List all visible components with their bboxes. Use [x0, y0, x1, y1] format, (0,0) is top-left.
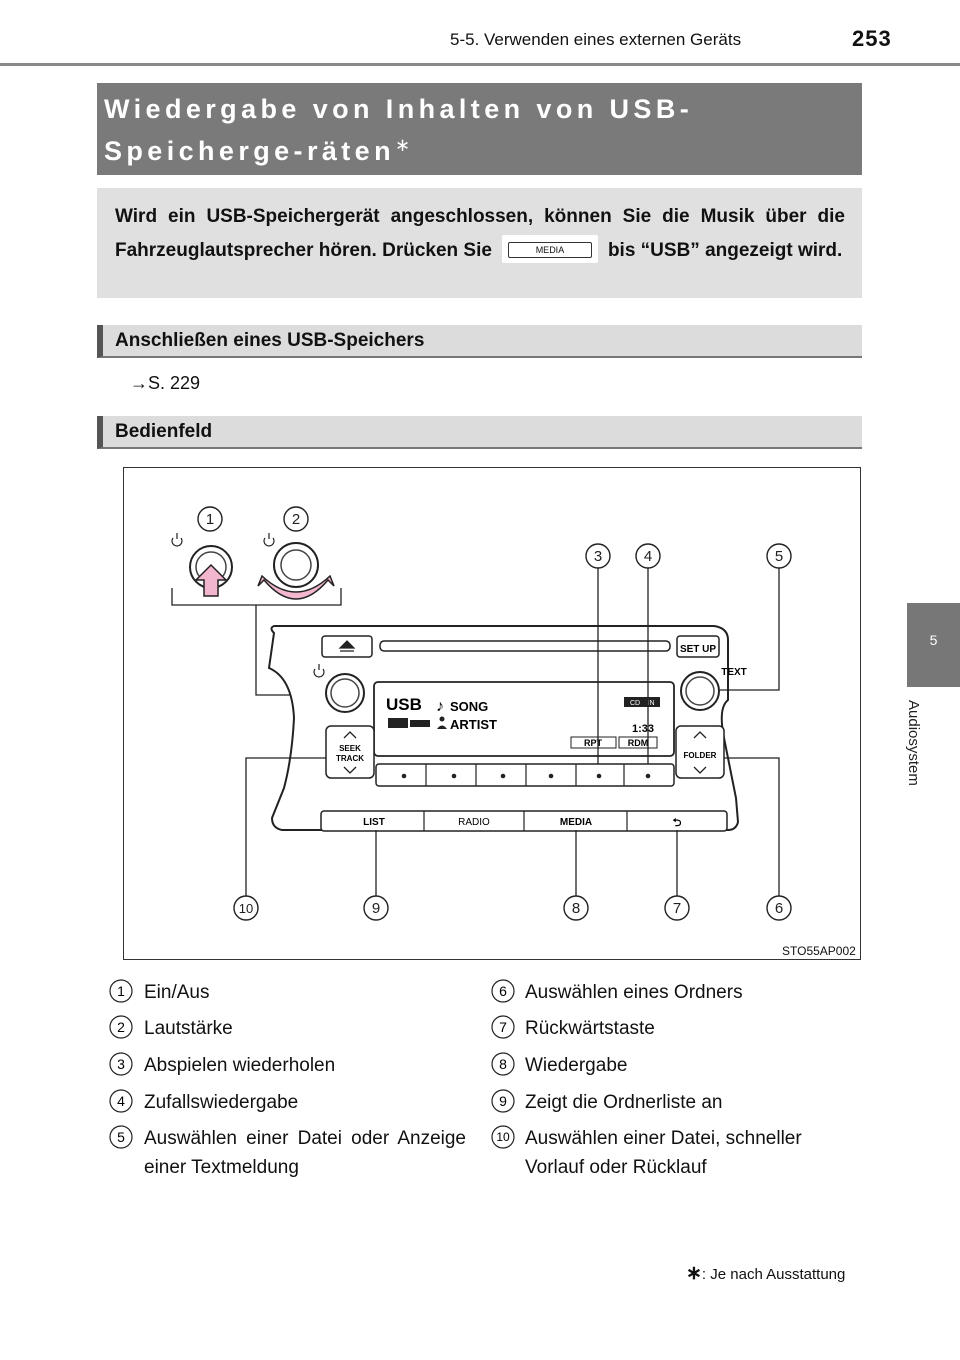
legend-num-8 [490, 1051, 516, 1077]
legend-text-4: Zufallswiedergabe [144, 1092, 299, 1113]
legend-num-9 [490, 1088, 516, 1114]
legend-num-6-text: 6 [499, 983, 507, 999]
callout-10: 10 [238, 901, 254, 916]
text-button-label: TEXT [721, 667, 747, 678]
header-rule [0, 63, 960, 66]
display-artist: ARTIST [450, 717, 497, 732]
music-note-icon: ♪ [436, 698, 444, 715]
section-heading: 5-5. Verwenden eines externen Geräts [450, 30, 742, 49]
legend-text-7: Rückwärtstaste [525, 1018, 655, 1039]
seek-label: SEEK [339, 744, 361, 753]
callout-8: 8 [571, 900, 581, 917]
legend-num-3-text: 3 [117, 1056, 125, 1072]
display-song: SONG [450, 699, 489, 714]
legend-text-2: Lautstärke [144, 1018, 233, 1039]
callout-3: 3 [593, 548, 603, 565]
folder-label: FOLDER [683, 751, 717, 760]
intro-text-after: bis “USB” angezeigt wird. [607, 240, 843, 261]
title-footnote-mark: ∗ [394, 135, 411, 155]
legend-num-2 [108, 1014, 134, 1040]
legend-num-8-text: 8 [499, 1056, 507, 1072]
legend-left [108, 978, 468, 1188]
intro-text-before: Wird ein USB-Speichergerät angeschlossen, können Sie die Musik über die Fahrzeuglautsprecher hören. Drücken Sie [115, 206, 845, 261]
callout-9: 9 [371, 900, 381, 917]
back-button-icon: ⮌ [672, 817, 682, 829]
callout-6: 6 [774, 900, 784, 917]
legend-num-3 [108, 1051, 134, 1077]
legend-num-10-text: 10 [496, 1130, 510, 1144]
page-reference: →S. 229 [130, 373, 201, 393]
radio-button-label: RADIO [458, 817, 490, 828]
legend-text-10: Auswählen einer Datei, schneller Vorlauf oder Rücklauf [525, 1128, 802, 1178]
legend-num-5 [108, 1124, 134, 1150]
chapter-label [905, 700, 946, 820]
figure-code: STO55AP002 [782, 944, 856, 958]
legend-text-8: Wiedergabe [525, 1055, 628, 1076]
legend-num-1-text: 1 [117, 983, 125, 999]
callout-1: 1 [205, 511, 215, 528]
intro-paragraph [115, 200, 845, 268]
track-label: TRACK [336, 754, 364, 763]
display-in-label: IN [647, 700, 655, 707]
power-knob-inset [172, 533, 232, 596]
chapter-label-text: Audiosystem [905, 700, 922, 786]
legend-num-10 [490, 1124, 516, 1150]
control-panel-illustration [124, 468, 860, 959]
page-number: 253 [852, 26, 892, 51]
display-time: 1:33 [631, 723, 654, 735]
legend-text-5: Auswählen einer Datei oder Anzeige einer Textmeldung [144, 1128, 466, 1178]
page-title [104, 88, 864, 172]
display-mode: USB [386, 695, 422, 714]
legend-num-2-text: 2 [117, 1019, 125, 1035]
legend-num-7-text: 7 [499, 1019, 507, 1035]
callout-2: 2 [291, 511, 301, 528]
footnote-mark: ∗ [686, 1263, 702, 1284]
head-unit [269, 626, 747, 831]
legend-num-9-text: 9 [499, 1093, 507, 1109]
legend-num-1 [108, 978, 134, 1004]
callout-4: 4 [643, 548, 653, 565]
chapter-number: 5 [929, 632, 938, 648]
footnote [686, 1262, 845, 1285]
display-rdm: RDM [627, 738, 649, 748]
media-key-icon [502, 235, 598, 263]
callout-7: 7 [672, 900, 682, 917]
legend-num-5-text: 5 [117, 1129, 125, 1145]
display-rpt: RPT [584, 738, 602, 748]
list-button-label: LIST [363, 817, 385, 828]
section-title-panel: Bedienfeld [115, 421, 213, 442]
legend-text-1: Ein/Aus [144, 982, 210, 1003]
footnote-text: : Je nach Ausstattung [701, 1266, 846, 1283]
page-title-text: Wiedergabe von Inhalten von USB-Speicherge-räten [104, 94, 694, 166]
legend-num-4-text: 4 [117, 1093, 125, 1109]
callout-5: 5 [774, 548, 784, 565]
legend-text-9: Zeigt die Ordnerliste an [525, 1092, 723, 1113]
legend-num-6 [490, 978, 516, 1004]
legend-right [490, 978, 855, 1188]
setup-button-label: SET UP [679, 644, 717, 655]
media-button-label: MEDIA [559, 817, 593, 828]
legend-text-6: Auswählen eines Ordners [525, 982, 743, 1003]
legend-num-7 [490, 1014, 516, 1040]
display-cd-label: CD [629, 700, 641, 707]
legend-text-3: Abspielen wiederholen [144, 1055, 336, 1076]
control-panel-figure [123, 467, 861, 960]
section-bar-connect [97, 325, 862, 358]
section-title-connect: Anschließen eines USB-Speichers [115, 330, 425, 351]
volume-knob-inset [258, 533, 334, 599]
section-bar-panel [97, 416, 862, 449]
legend-num-4 [108, 1088, 134, 1114]
media-key-label: MEDIA [508, 242, 592, 258]
